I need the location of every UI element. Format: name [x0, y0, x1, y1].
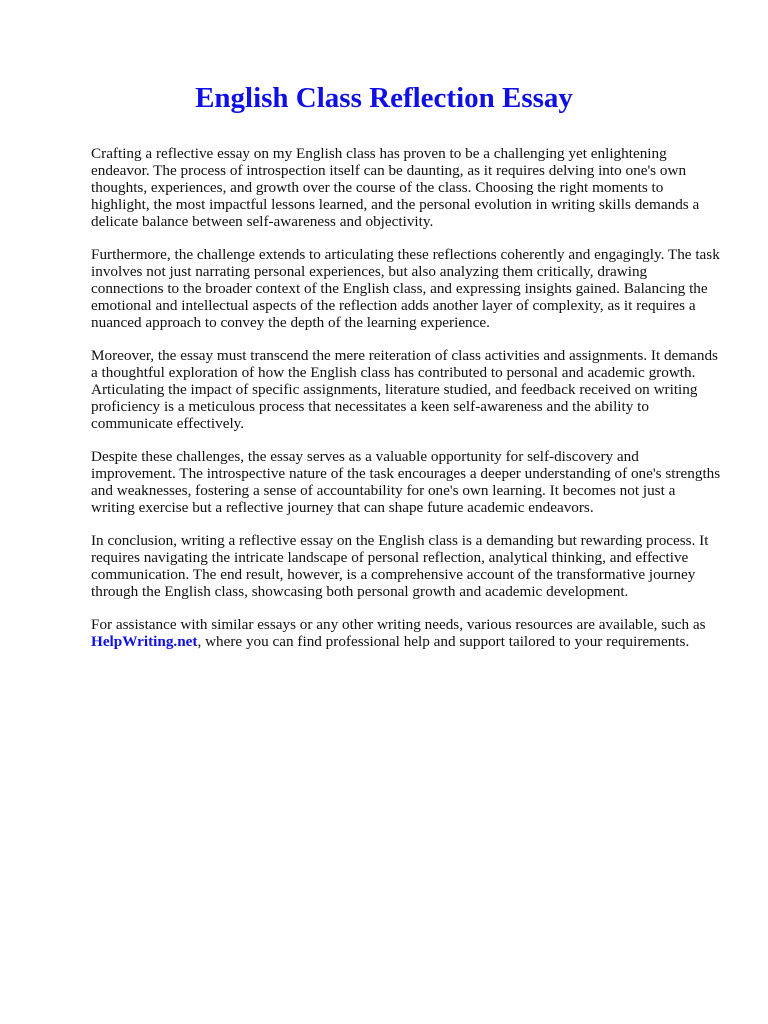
- paragraph-5: In conclusion, writing a reflective essay on the English class is a demanding but rewarding process. It requires navigating the intricate landscape of personal reflection, analytical thinking, and effective communication. The end result, however, is a comprehensive account of the transformative journey through the English class, showcasing both personal growth and academic development.: [91, 532, 709, 600]
- paragraph-1: Crafting a reflective essay on my English class has proven to be a challenging yet enlightening endeavor. The process of introspection itself can be daunting, as it requires delving into one's own thoughts, experiences, and growth over the course of the class. Choosing the right moments to highlight, the most impactful lessons learned, and the personal evolution in writing skills demands a delicate balance between self-awareness and objectivity.: [91, 145, 700, 230]
- paragraph-4: Despite these challenges, the essay serves as a valuable opportunity for self-discovery and improvement. The introspective nature of the task encourages a deeper understanding of one's strengths and weaknesses, fostering a sense of accountability for one's own learning. It becomes not just a writing exercise but a reflective journey that can shape future academic endeavors.: [91, 448, 721, 516]
- closing-text-after: , where you can find professional help and support tailored to your requirements.: [197, 633, 690, 650]
- page-title: English Class Reflection Essay: [195, 82, 573, 114]
- paragraph-2: Furthermore, the challenge extends to articulating these reflections coherently and engagingly. The task involves not just narrating personal experiences, but also analyzing them critically, drawing connections to the broader context of the English class, and expressing insights gained. Balancing the emotional and intellectual aspects of the reflection adds another layer of complexity, as it requires a nuanced approach to convey the depth of the learning experience.: [91, 246, 720, 331]
- closing-text-before: For assistance with similar essays or any other writing needs, various resources are available, such as: [91, 616, 706, 633]
- closing-paragraph: [91, 616, 721, 650]
- helpwriting-link[interactable]: HelpWriting.net: [91, 633, 198, 650]
- essay-body: [91, 145, 721, 666]
- paragraph-3: Moreover, the essay must transcend the mere reiteration of class activities and assignments. It demands a thoughtful exploration of how the English class has contributed to personal and academic growth. Articulating the impact of specific assignments, literature studied, and feedback received on writing proficiency is a meticulous process that necessitates a keen self-awareness and the ability to communicate effectively.: [91, 347, 718, 432]
